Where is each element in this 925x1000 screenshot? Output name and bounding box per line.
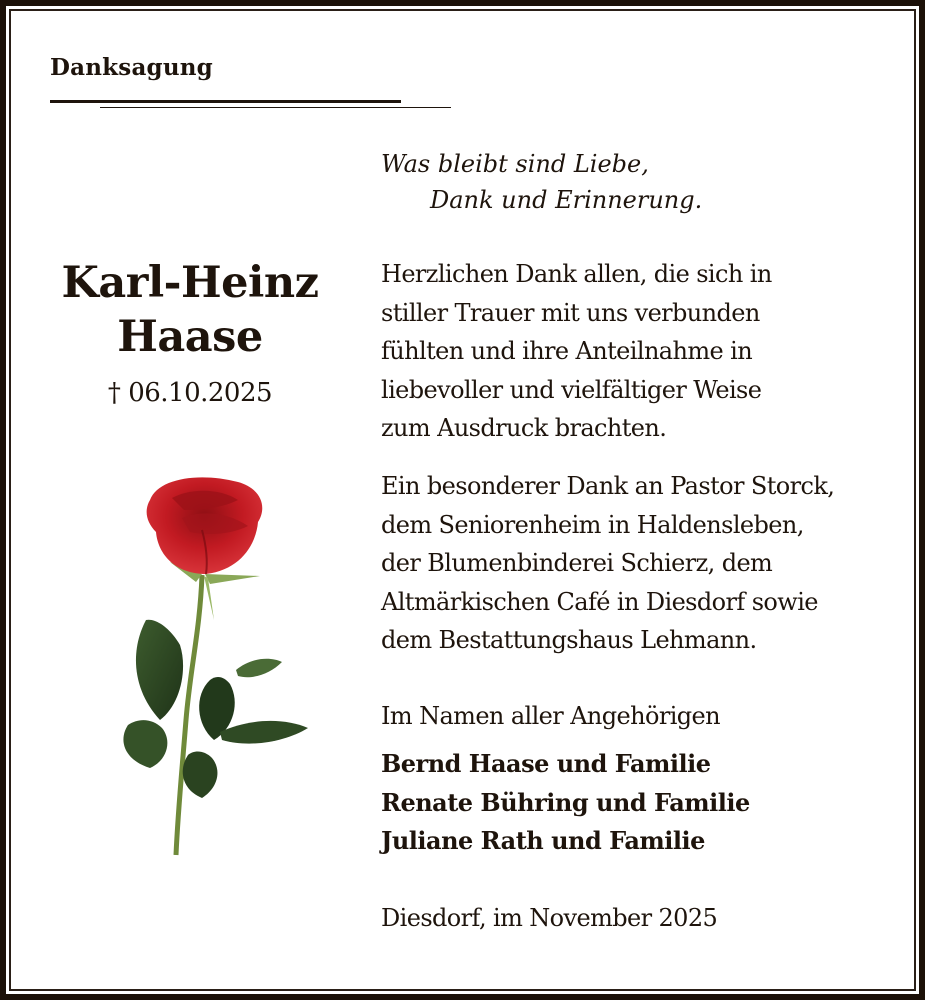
signer: Renate Bühring und Familie xyxy=(381,787,750,817)
rose-leaf xyxy=(220,721,308,744)
text-line: liebevoller und vielfältiger Weise xyxy=(381,375,762,404)
deceased-name xyxy=(30,256,350,364)
thanks-paragraph xyxy=(381,255,901,448)
place-date: Diesdorf, im November 2025 xyxy=(381,904,718,932)
text-line: fühlten und ihre Anteilnahme in xyxy=(381,337,753,365)
text-line: der Blumenbinderei Schierz, dem xyxy=(381,549,773,577)
deceased-first-name: Karl-Heinz xyxy=(61,258,319,308)
special-thanks-paragraph xyxy=(381,467,901,660)
cross-icon: † xyxy=(107,378,121,408)
rose-sepal xyxy=(205,574,260,584)
death-line xyxy=(30,378,350,408)
death-date: 06.10.2025 xyxy=(128,378,273,408)
signer: Juliane Rath und Familie xyxy=(381,826,705,855)
heading-rule-thin xyxy=(100,107,451,108)
motto-line-2: Dank und Erinnerung. xyxy=(430,186,703,214)
motto xyxy=(381,146,702,218)
rose-leaf xyxy=(183,752,218,798)
heading-rule-thick xyxy=(50,100,401,103)
text-line: dem Seniorenheim in Haldensleben, xyxy=(381,510,804,539)
text-line: Altmärkischen Café in Diesdorf sowie xyxy=(381,587,818,616)
text-line: stiller Trauer mit uns verbunden xyxy=(381,298,760,327)
signer: Bernd Haase und Familie xyxy=(381,749,711,778)
text-line: zum Ausdruck brachten. xyxy=(381,414,667,442)
signers-list xyxy=(381,745,901,861)
rose-image xyxy=(110,470,320,860)
rose-leaf xyxy=(136,620,183,720)
rose-leaf xyxy=(123,720,167,768)
rose-stem xyxy=(176,575,202,855)
signoff-intro: Im Namen aller Angehörigen xyxy=(381,702,721,730)
deceased-last-name: Haase xyxy=(117,312,263,362)
motto-line-1: Was bleibt sind Liebe, xyxy=(381,150,649,178)
rose-leaf xyxy=(236,659,282,678)
text-line: Ein besonderer Dank an Pastor Storck, xyxy=(381,472,835,500)
notice-heading: Danksagung xyxy=(50,54,213,81)
text-line: Herzlichen Dank allen, die sich in xyxy=(381,260,772,288)
text-line: dem Bestattungshaus Lehmann. xyxy=(381,626,757,654)
